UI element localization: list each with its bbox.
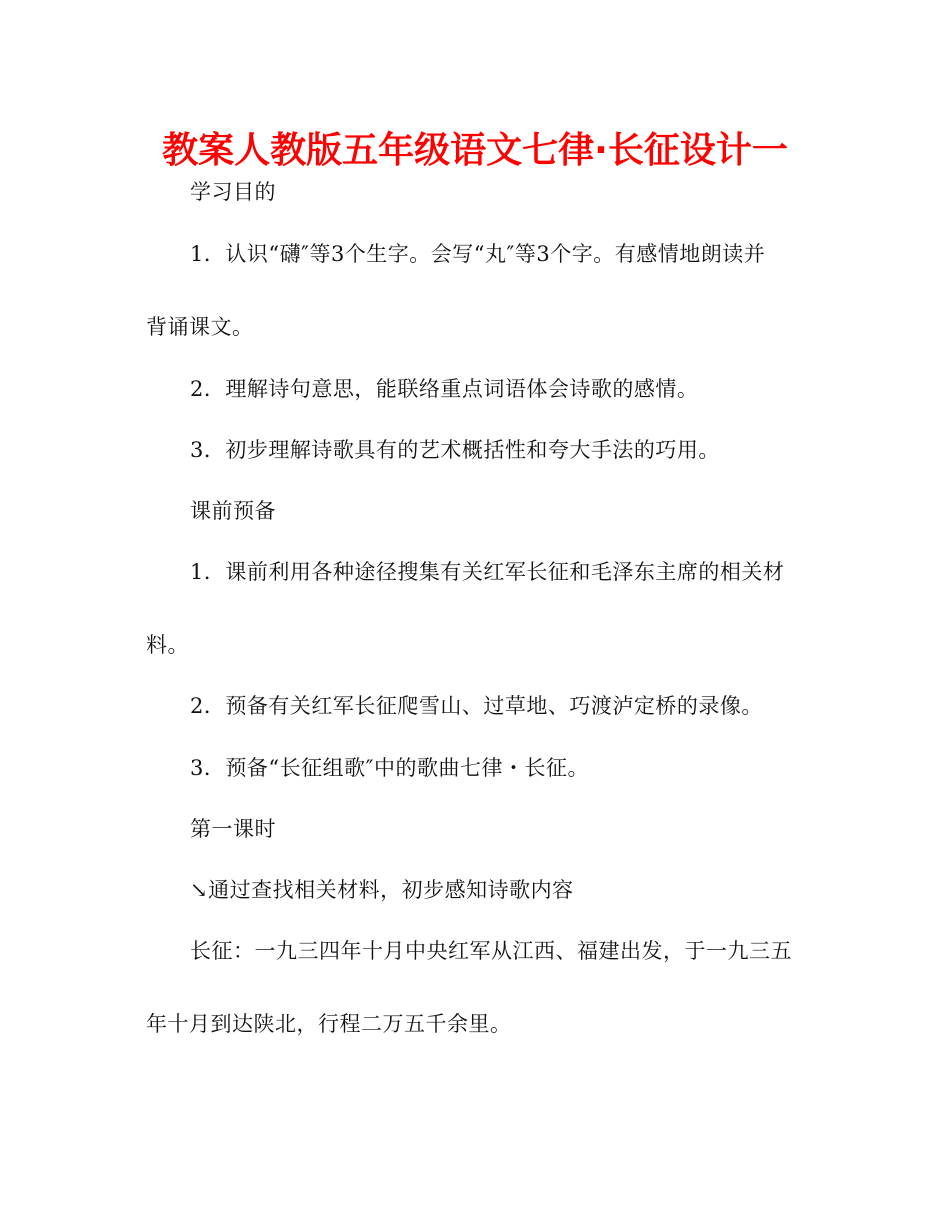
preparation-1-line-2: 料。 xyxy=(146,633,189,657)
preparation-3: 3．预备“长征组歌″中的歌曲七律・长征。 xyxy=(190,756,589,780)
section-heading-preparation: 课前预备 xyxy=(190,499,276,523)
section-heading-first-lesson: 第一课时 xyxy=(190,817,276,841)
objective-1-line-1: 1．认识“礴″等3个生字。会写“丸″等3个字。有感情地朗读并 xyxy=(190,242,766,266)
long-march-note-line-2: 年十月到达陕北，行程二万五千余里。 xyxy=(146,1012,512,1036)
objective-1-line-2: 背诵课文。 xyxy=(146,315,254,339)
lesson-step-1: ↘通过查找相关材料，初步感知诗歌内容 xyxy=(190,878,574,902)
long-march-note-line-1: 长征：一九三四年十月中央红军从江西、福建出发，于一九三五 xyxy=(190,939,792,963)
objective-3: 3．初步理解诗歌具有的艺术概括性和夸大手法的巧用。 xyxy=(190,438,720,462)
objective-2: 2．理解诗句意思，能联络重点词语体会诗歌的感情。 xyxy=(190,377,699,401)
preparation-1-line-1: 1．课前利用各种途径搜集有关红军长征和毛泽东主席的相关材 xyxy=(190,560,785,584)
preparation-2: 2．预备有关红军长征爬雪山、过草地、巧渡泸定桥的录像。 xyxy=(190,694,763,718)
section-heading-objectives: 学习目的 xyxy=(190,180,276,204)
document-title: 教案人教版五年级语文七律·长征设计一 xyxy=(162,130,788,171)
